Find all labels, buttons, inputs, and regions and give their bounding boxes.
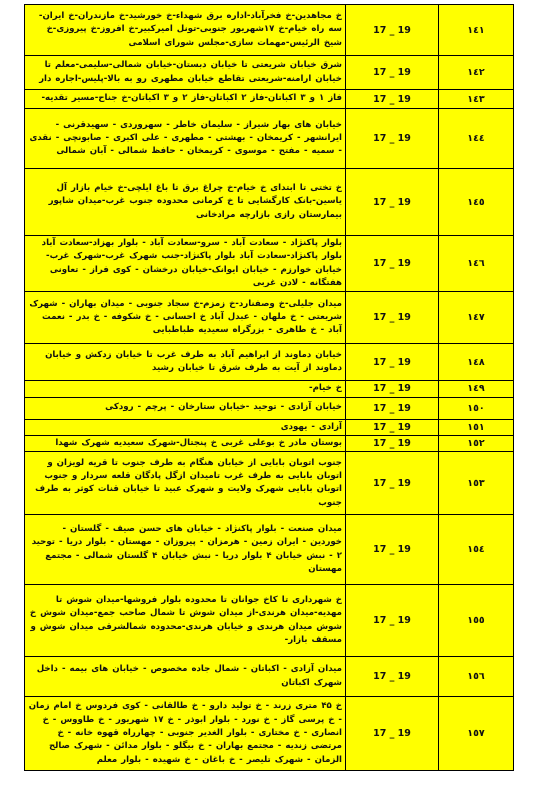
time-range-cell: 17 _ 19	[346, 236, 439, 292]
address-cell: خ مجاهدین-خ فخرآباد-اداره برق شهداء-خ خورشید-خ مازندران-خ ایران-سه راه خیام-خ ۱۷شهریور جنوبی-تونل امیرکبیر-خ افروز-خ پیروزی-خ شیخ الرئیس-مهمات سازی-مجلس شورای اسلامی	[25, 5, 346, 56]
table-row	[25, 657, 514, 697]
address-cell: خ شهرداری تا کاخ جوانان تا محدوده بلوار فروشها-میدان شوش تا مهدیه-میدان هرندی-از میدان شوش تا شمال صاحب جمع-میدان شوش خ شوش میدان هرندی و خیابان هرندی-محدوده شمالشرقی میدان شوش و مسقف بازار-	[25, 585, 346, 657]
table-row	[25, 56, 514, 90]
time-range-cell: 17 _ 19	[346, 435, 439, 451]
row-number-cell: ١٤٦	[439, 236, 514, 292]
table-row	[25, 344, 514, 381]
row-number-cell: ١٥٦	[439, 657, 514, 697]
address-cell: آزادی - یهودی	[25, 419, 346, 435]
time-range-cell: 17 _ 19	[346, 5, 439, 56]
table-row	[25, 90, 514, 109]
table-row	[25, 5, 514, 56]
table-row	[25, 397, 514, 419]
address-cell: خ خیام-	[25, 381, 346, 397]
row-number-cell: ١٥٠	[439, 397, 514, 419]
time-range-cell: 17 _ 19	[346, 397, 439, 419]
address-cell: خ ۴۵ متری زرند - خ تولید دارو - خ طالقانی - کوی فردوس خ امام زمان - خ پرسی گاز - خ نورد - بلوار ابوذر - خ ۱۷ شهریور - خ طاووس - خ انصاری - خ مختاری - بلوار الغدیر جنوبی - چهارراه قهوه خانه - خ مرتضی زندیه - مجتمع بهاران - خ بیگلو - بلوار مدائن - شهرک صالح الزمان - شهرک تلیصر - خ باغان - خ شهیده - بلوار معلم	[25, 697, 346, 771]
address-cell: خیابان آزادی - توحید -خیابان ستارخان - پرچم - رودکی	[25, 397, 346, 419]
time-range-cell: 17 _ 19	[346, 452, 439, 515]
time-range-cell: 17 _ 19	[346, 344, 439, 381]
table-row	[25, 292, 514, 344]
time-range-cell: 17 _ 19	[346, 515, 439, 585]
row-number-cell: ١٤٣	[439, 90, 514, 109]
table-row	[25, 419, 514, 435]
row-number-cell: ١٤٥	[439, 169, 514, 236]
time-range-cell: 17 _ 19	[346, 585, 439, 657]
time-range-cell: 17 _ 19	[346, 419, 439, 435]
address-cell: بوستان مادر خ بوعلی غربی خ پنجتال-شهرک سعیدیه شهرک شهدا	[25, 435, 346, 451]
address-cell: بلوار پاکنژاد - سعادت آباد - سرو-سعادت آباد - بلوار بهزاد-سعادت آباد بلوار پاکنژاد-سعادت آباد بلوار پاکنژاد-جنب شهرک غرب-شهرک غرب-خیابان خوارزم - خیابان ایوانک-خیابان درخشان - کوی فراز - تعاونی هفتگانه - لادن غربی	[25, 236, 346, 292]
table-row	[25, 169, 514, 236]
table-row	[25, 697, 514, 771]
time-range-cell: 17 _ 19	[346, 109, 439, 169]
table-row	[25, 236, 514, 292]
time-range-cell: 17 _ 19	[346, 169, 439, 236]
table-row	[25, 381, 514, 397]
row-number-cell: ١٤٨	[439, 344, 514, 381]
address-cell: خیابان دماوند از ابراهیم آباد به طرف غرب تا خیابان زدکش و خیابان دماوند از آیت به طرف شرق تا خیابان رشید	[25, 344, 346, 381]
outage-schedule-sheet	[24, 4, 514, 771]
row-number-cell: ١٤٩	[439, 381, 514, 397]
time-range-cell: 17 _ 19	[346, 90, 439, 109]
row-number-cell: ١٥١	[439, 419, 514, 435]
row-number-cell: ١٤٢	[439, 56, 514, 90]
row-number-cell: ١٤١	[439, 5, 514, 56]
row-number-cell: ١٥٤	[439, 515, 514, 585]
address-cell: فاز ۱ و ۳ اکباتان-فاز ۲ اکباتان-فاز ۲ و ۳ اکباتان-خ جناح-مسیر تقدیه-	[25, 90, 346, 109]
address-cell: خیابان های بهار شیراز - سلیمان خاطر - سهروردی - سهیدقرنی - ایرانشهر - کریمخان - بهشتی - مطهری - علی اکبری - صابونچی - نقدی - سمیه - مفتح - موسوی - کریمخان - حافظ شمالی - آبان شمالی	[25, 109, 346, 169]
address-cell: میدان جلیلی-خ وصفنارد-خ زمزم-خ سجاد جنوبی - میدان بهاران - شهرک شریعتی - خ ملهان - عبدل آباد خ احسانی - خ شکوفه - خ بدر - نعمت آباد - خ طاهری - بزرگراه سعیدیه طباطبایی	[25, 292, 346, 344]
time-range-cell: 17 _ 19	[346, 697, 439, 771]
table-row	[25, 515, 514, 585]
row-number-cell: ١٤٤	[439, 109, 514, 169]
address-cell: میدان آزادی - اکباتان - شمال جاده مخصوص - خیابان های بیمه - داخل شهرک اکباتان	[25, 657, 346, 697]
address-cell: شرق خیابان شریعتی تا خیابان دبستان-خیابان شمالی-سلیمی-معلم تا خیابان ارامنه-شریعتی تقاطع خیابان مطهری رو به بالا-پلیس-اجاره دار	[25, 56, 346, 90]
address-cell: خ تختی تا ابتدای خ خیام-خ چراغ برق تا باغ ایلچی-خ خیام بازار آل یاسین-بانک کارگشایی تا خ کرمانی محدوده جنوب غرب-میدان شاپور بیمارستان رازی بازارچه مرادخانی	[25, 169, 346, 236]
time-range-cell: 17 _ 19	[346, 292, 439, 344]
schedule-rows	[25, 5, 514, 771]
table-row	[25, 452, 514, 515]
row-number-cell: ١٥٧	[439, 697, 514, 771]
row-number-cell: ١٥٥	[439, 585, 514, 657]
table-row	[25, 109, 514, 169]
table-row	[25, 585, 514, 657]
time-range-cell: 17 _ 19	[346, 56, 439, 90]
time-range-cell: 17 _ 19	[346, 657, 439, 697]
row-number-cell: ١٤٧	[439, 292, 514, 344]
address-cell: میدان صنعت - بلوار پاکنژاد - خیابان های حسن صیف - گلستان - خوردین - ایران زمین - هرمزان - پیروزان - مهستان - بلوار دریا - توحید ۲ - نبش خیابان ۴ بلوار دریا - نبش خیابان ۴ گلستان شمالی - مجتمع مهستان	[25, 515, 346, 585]
table-row	[25, 435, 514, 451]
row-number-cell: ١٥٢	[439, 435, 514, 451]
row-number-cell: ١٥٣	[439, 452, 514, 515]
address-cell: جنوب اتوبان بابایی از خیابان هنگام به طرف جنوب تا قریه لویزان و اتوبان بابایی به طرف غرب تامیدان ازگل پادگان قلعه سردار و جنوب اتوبان بابایی شهرک ولایت و شهرک عبید تا خیابان قنات کوثر به طرف جنوب	[25, 452, 346, 515]
time-range-cell: 17 _ 19	[346, 381, 439, 397]
outage-schedule-table	[24, 4, 514, 771]
